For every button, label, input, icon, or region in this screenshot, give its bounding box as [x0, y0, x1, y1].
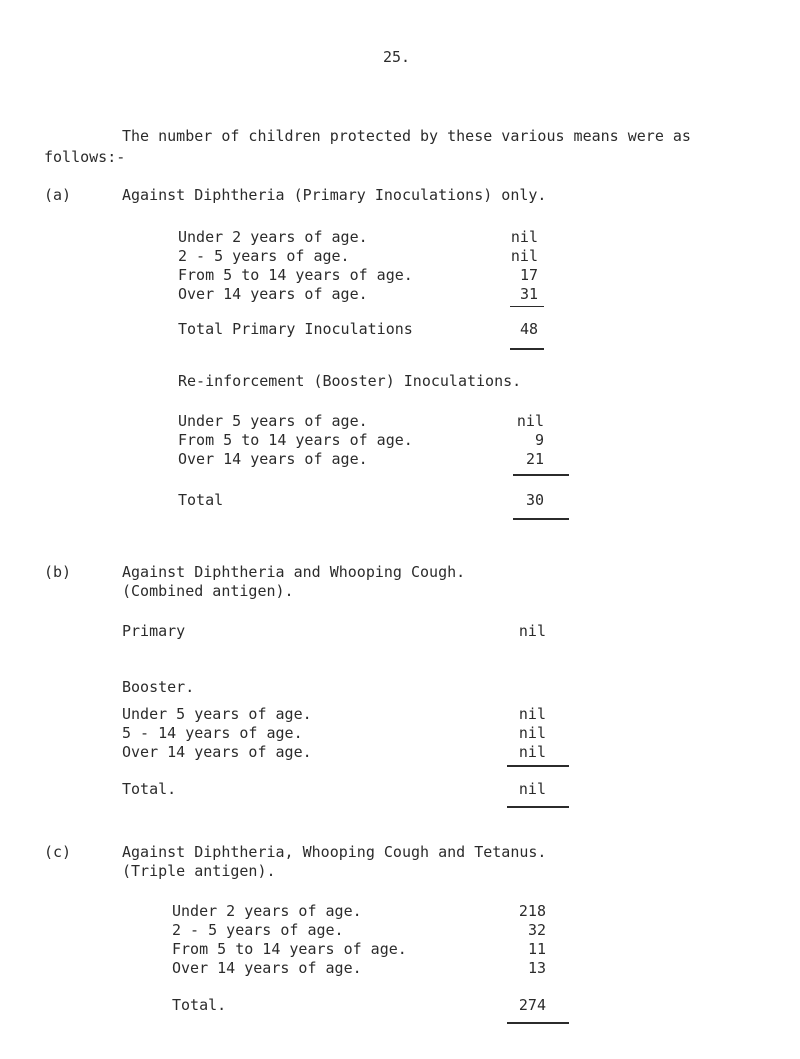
page-number: 25. [383, 48, 411, 66]
a-primary-row-value: nil [510, 228, 538, 246]
b-total-label: Total. [122, 780, 177, 798]
a-booster-row-label: Under 5 years of age. [178, 412, 368, 430]
section-a-heading: Against Diphtheria (Primary Inoculations) only. [122, 186, 547, 204]
a-primary-total-label: Total Primary Inoculations [178, 320, 413, 338]
b-booster-row-value: nil [518, 705, 546, 723]
section-b-heading-2: (Combined antigen). [122, 582, 294, 600]
c-row-label: From 5 to 14 years of age. [172, 940, 407, 958]
b-booster-heading: Booster. [122, 678, 195, 696]
a-booster-row-value: 9 [534, 431, 544, 449]
a-primary-row-label: 2 - 5 years of age. [178, 247, 350, 265]
c-total-rule [507, 1022, 569, 1024]
b-booster-row-label: Over 14 years of age. [122, 743, 312, 761]
c-row-label: Under 2 years of age. [172, 902, 362, 920]
a-booster-total-rule [513, 518, 569, 520]
section-c-heading-1: Against Diphtheria, Whooping Cough and Tetanus. [122, 843, 547, 861]
a-booster-total-value: 30 [525, 491, 544, 509]
c-row-value: 218 [518, 902, 546, 920]
c-row-label: Over 14 years of age. [172, 959, 362, 977]
a-primary-row-label: Under 2 years of age. [178, 228, 368, 246]
section-c-heading-2: (Triple antigen). [122, 862, 276, 880]
b-booster-row-value: nil [518, 724, 546, 742]
c-total-value: 274 [518, 996, 546, 1014]
c-row-label: 2 - 5 years of age. [172, 921, 344, 939]
a-primary-row-value: nil [510, 247, 538, 265]
a-primary-total-rule [510, 348, 544, 350]
section-b-label: (b) [44, 563, 72, 581]
b-primary-value: nil [518, 622, 546, 640]
a-booster-subtotal-rule [513, 474, 569, 476]
b-booster-row-value: nil [518, 743, 546, 761]
b-total-rule [507, 806, 569, 808]
a-booster-total-label: Total [178, 491, 224, 509]
a-booster-row-value: 21 [525, 450, 544, 468]
a-primary-row-value: 17 [519, 266, 538, 284]
b-booster-row-label: Under 5 years of age. [122, 705, 312, 723]
b-total-value: nil [518, 780, 546, 798]
a-primary-row-value: 31 [519, 285, 538, 303]
c-row-value: 11 [527, 940, 546, 958]
intro-line-1: The number of children protected by these various means were as [122, 127, 691, 145]
a-primary-row-label: From 5 to 14 years of age. [178, 266, 413, 284]
intro-line-2: follows:- [44, 148, 126, 166]
a-primary-row-label: Over 14 years of age. [178, 285, 368, 303]
a-booster-heading: Re-inforcement (Booster) Inoculations. [178, 372, 522, 390]
c-row-value: 32 [527, 921, 546, 939]
a-booster-row-label: From 5 to 14 years of age. [178, 431, 413, 449]
b-subtotal-rule [507, 765, 569, 767]
a-primary-subtotal-rule [510, 306, 544, 307]
a-primary-total-value: 48 [519, 320, 538, 338]
b-primary-label: Primary [122, 622, 186, 640]
a-booster-row-value: nil [516, 412, 544, 430]
section-a-label: (a) [44, 186, 72, 204]
section-b-heading-1: Against Diphtheria and Whooping Cough. [122, 563, 466, 581]
a-booster-row-label: Over 14 years of age. [178, 450, 368, 468]
c-total-label: Total. [172, 996, 227, 1014]
c-row-value: 13 [527, 959, 546, 977]
section-c-label: (c) [44, 843, 72, 861]
b-booster-row-label: 5 - 14 years of age. [122, 724, 303, 742]
